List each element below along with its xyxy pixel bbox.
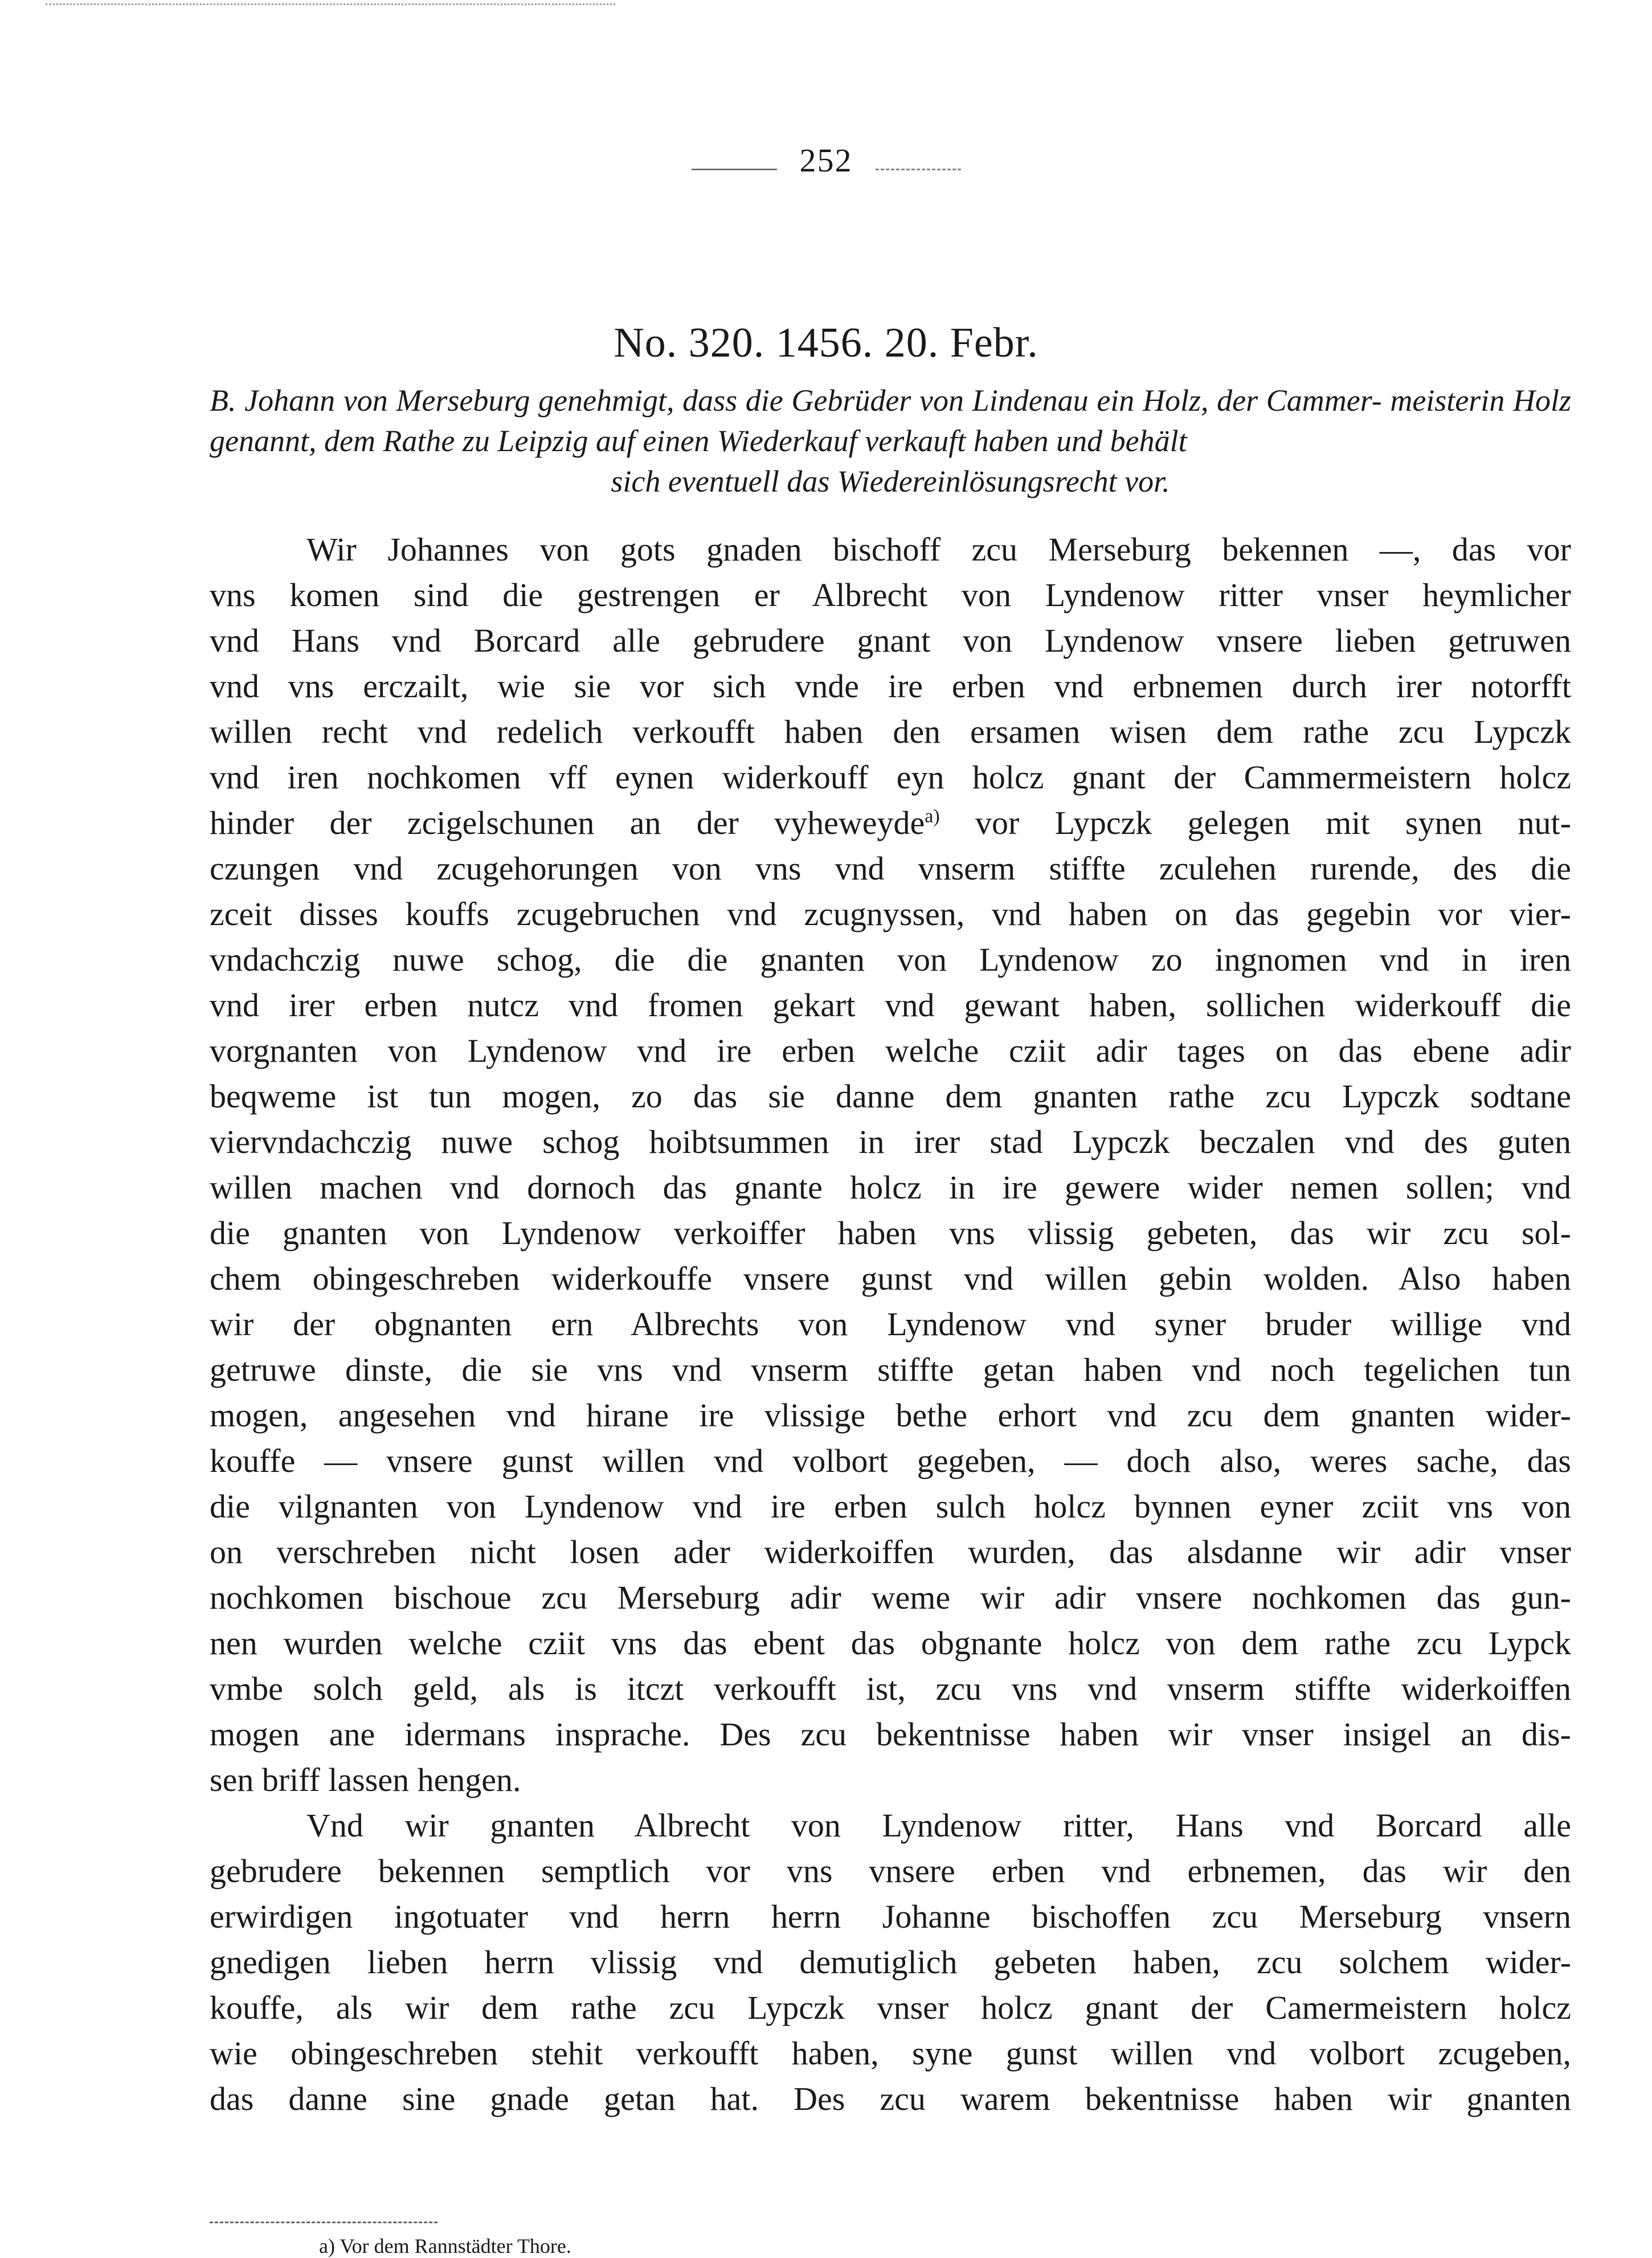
page-header (0, 141, 1652, 179)
text-line: gebrudere bekennen semptlich vor vns vnsere erben vnd erbnemen, das wir den (210, 1852, 1571, 1889)
text-line: Wir Johannes von gots gnaden bischoff zcu Merseburg bekennen —, das vor (306, 531, 1571, 568)
paragraph-1 (210, 527, 1571, 1803)
text-line: czungen vnd zcugehorungen von vns vnd vnserm stiffte zculehen rurende, des die (210, 850, 1571, 887)
document-abstract (210, 381, 1571, 502)
footnote-reference: a) (925, 805, 940, 827)
text-line: kouffe, als wir dem rathe zcu Lypczk vnser holcz gnant der Camermeistern holcz (210, 1989, 1571, 2026)
document-body (210, 527, 1571, 2122)
text-line: vnd irer erben nutcz vnd fromen gekart vnd gewant haben, sollichen widerkouff die (210, 987, 1571, 1024)
abstract-line: meisterin Holz genannt, dem Rathe zu Leipzig auf einen Wiederkauf verkauft haben und behält (210, 383, 1571, 458)
footnote: a) Vor dem Rannstädter Thore. (319, 2235, 571, 2257)
text-line: vndachczig nuwe schog, die die gnanten von Lyndenow zo ingnomen vnd in iren (210, 941, 1571, 978)
text-fragment: hinder der zcigelschunen an der vyheweyde (210, 804, 925, 841)
text-line: mogen, angesehen vnd hirane ire vlissige bethe erhort vnd zcu dem gnanten wider- (210, 1397, 1571, 1434)
text-line: kouffe — vnsere gunst willen vnd volbort gegeben, — doch also, weres sache, das (210, 1442, 1571, 1479)
text-line: vmbe solch geld, als is itczt verkoufft ist, zcu vns vnd vnserm stiffte widerkoiffen (210, 1670, 1571, 1707)
abstract-line: B. Johann von Merseburg genehmigt, dass die Gebrüder von Lindenau ein Holz, der Cammer- (210, 383, 1382, 418)
footnote-divider (210, 2222, 437, 2223)
text-line: vnd vns erczailt, wie sie vor sich vnde ire erben vnd erbnemen durch irer notorfft (210, 668, 1571, 705)
text-line: nochkomen bischoue zcu Merseburg adir weme wir adir vnsere nochkomen das gun- (210, 1579, 1571, 1616)
text-line: mogen ane idermans insprache. Des zcu bekentnisse haben wir vnser insigel an dis- (210, 1716, 1571, 1753)
text-line: willen recht vnd redelich verkoufft haben den ersamen wisen dem rathe zcu Lypczk (210, 713, 1571, 750)
text-line: das danne sine gnade getan hat. Des zcu warem bekentnisse haben wir gnanten (210, 2080, 1571, 2117)
text-line: on verschreben nicht losen ader widerkoiffen wurden, das alsdanne wir adir vnser (210, 1533, 1571, 1570)
text-line: vorgnanten von Lyndenow vnd ire erben welche cziit adir tages on das ebene adir (210, 1032, 1571, 1069)
text-line-with-footnote-ref (210, 800, 1571, 846)
header-left-dash (692, 169, 777, 170)
text-line: die vilgnanten von Lyndenow vnd ire erben sulch holcz bynnen eyner zciit vns von (210, 1488, 1571, 1525)
text-line: wir der obgnanten ern Albrechts von Lyndenow vnd syner bruder willige vnd (210, 1306, 1571, 1343)
text-line: zceit disses kouffs zcugebruchen vnd zcugnyssen, vnd haben on das gegebin vor vier- (210, 895, 1571, 932)
text-line: die gnanten von Lyndenow verkoiffer haben vns vlissig gebeten, das wir zcu sol- (210, 1214, 1571, 1251)
text-line: getruwe dinste, die sie vns vnd vnserm stiffte getan haben vnd noch tegelichen tun (210, 1351, 1571, 1388)
text-line: willen machen vnd dornoch das gnante holcz in ire gewere wider nemen sollen; vnd (210, 1169, 1571, 1206)
text-line: vns komen sind die gestrengen er Albrecht von Lyndenow ritter vnser heymlicher (210, 576, 1571, 613)
document-title: No. 320. 1456. 20. Febr. (614, 320, 1038, 366)
text-line: chem obingeschreben widerkouffe vnsere gunst vnd willen gebin wolden. Also haben (210, 1260, 1571, 1297)
text-line: nen wurden welche cziit vns das ebent das obgnante holcz von dem rathe zcu Lypck (210, 1625, 1571, 1662)
text-line: vnd Hans vnd Borcard alle gebrudere gnant von Lyndenow vnsere lieben getruwen (210, 622, 1571, 659)
page-number: 252 (799, 142, 853, 179)
text-line: Vnd wir gnanten Albrecht von Lyndenow ritter, Hans vnd Borcard alle (306, 1807, 1571, 1844)
header-right-dash (876, 169, 961, 170)
paragraph-2 (210, 1803, 1571, 2122)
text-line: gnedigen lieben herrn vlissig vnd demutiglich gebeten haben, zcu solchem wider- (210, 1944, 1571, 1981)
text-line: wie obingeschreben stehit verkoufft haben, syne gunst willen vnd volbort zcugeben, (210, 2035, 1571, 2072)
top-edge-rule (46, 3, 615, 5)
text-line: erwirdigen ingotuater vnd herrn herrn Johanne bischoffen zcu Merseburg vnsern (210, 1898, 1571, 1935)
abstract-last-line: sich eventuell das Wiedereinlösungsrecht vor. (611, 464, 1170, 498)
text-line: sen briff lassen hengen. (210, 1761, 521, 1798)
text-fragment: vor Lypczk gelegen mit synen nut- (939, 804, 1571, 841)
text-line: vnd iren nochkomen vff eynen widerkouff eyn holcz gnant der Cammermeistern holcz (210, 759, 1571, 796)
text-line: viervndachczig nuwe schog hoibtsummen in irer stad Lypczk beczalen vnd des guten (210, 1123, 1571, 1160)
text-line: beqweme ist tun mogen, zo das sie danne dem gnanten rathe zcu Lypczk sodtane (210, 1078, 1571, 1115)
